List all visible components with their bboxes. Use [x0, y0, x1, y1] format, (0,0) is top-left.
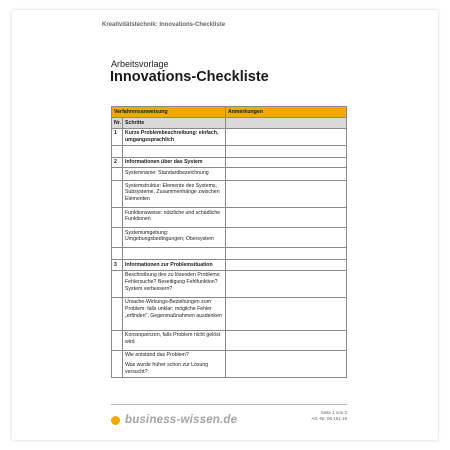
row-notes[interactable]: [226, 128, 347, 145]
row-notes[interactable]: [226, 260, 347, 271]
table-row: [112, 168, 347, 181]
row-number: [112, 297, 123, 330]
document-title: Innovations-Checkliste: [110, 69, 269, 85]
logo-dot-icon: [111, 416, 120, 425]
subheader-notes-empty: [226, 118, 347, 129]
row-step: Beschreibung des zu lösenden Problems: Fehlersuche? Beseitigung Fehlfunktion? System verbessern?: [123, 270, 226, 297]
row-notes[interactable]: [226, 248, 347, 260]
row-notes[interactable]: [226, 228, 347, 248]
header-notes: Anmerkungen: [226, 107, 347, 118]
row-step: [123, 248, 226, 260]
row-notes[interactable]: [226, 157, 347, 168]
table-row: [112, 297, 347, 330]
row-step: [123, 145, 226, 157]
subheader-steps: Schritte: [123, 118, 226, 129]
row-step: Kurze Problembeschreibung: einfach, umgangssprachlich: [123, 128, 226, 145]
article-number: Art.-Nr. 06.161.19: [311, 416, 347, 421]
row-number: [112, 145, 123, 157]
table-row: [112, 228, 347, 248]
row-notes[interactable]: [226, 145, 347, 157]
table-row: [112, 208, 347, 228]
header-procedure: Verfahrensanweisung: [112, 107, 226, 118]
brand-logo[interactable]: [111, 414, 237, 426]
row-number: [112, 350, 123, 377]
table-row: [112, 270, 347, 297]
checklist-table: [111, 106, 347, 378]
row-notes[interactable]: [226, 270, 347, 297]
row-step-line: Wie entstand das Problem?: [125, 352, 189, 359]
table-row: [112, 248, 347, 260]
page-info: [311, 410, 347, 422]
row-number: [112, 168, 123, 181]
row-number: [112, 228, 123, 248]
row-step-line: Was wurde früher schon zur Lösung versucht?: [125, 362, 209, 375]
row-number: [112, 208, 123, 228]
row-number: [112, 181, 123, 208]
row-step: Konsequenzen, falls Problem nicht gelöst wird: [123, 330, 226, 350]
page-number: Seite 1 von 3: [320, 410, 347, 415]
row-number: 3: [112, 260, 123, 271]
logo-text: business-wissen.de: [125, 414, 238, 426]
table-row: [112, 145, 347, 157]
table-head-row: [112, 107, 347, 118]
table-row: [112, 330, 347, 350]
table-row: [112, 128, 347, 145]
document-type: Arbeitsvorlage: [111, 59, 169, 69]
row-step: Informationen zur Problemsituation: [123, 260, 226, 271]
row-step: Systemumgebung: Umgebungsbedingungen; Obersystem: [123, 228, 226, 248]
row-number: [112, 248, 123, 260]
running-header: Kreativitätstechnik: Innovations-Checkliste: [102, 22, 226, 28]
table-subheader-row: [112, 118, 347, 129]
row-step: [123, 350, 226, 377]
table-row: [112, 260, 347, 271]
row-number: [112, 330, 123, 350]
row-step: Systemname: Standardbezeichnung: [123, 168, 226, 181]
row-step: Systemstruktur: Elemente des Systems, Subsysteme, Zusammenhänge zwischen Elementen: [123, 181, 226, 208]
row-notes[interactable]: [226, 350, 347, 377]
row-notes[interactable]: [226, 208, 347, 228]
table-row: [112, 157, 347, 168]
row-number: 1: [112, 128, 123, 145]
row-number: 2: [112, 157, 123, 168]
footer-divider: [111, 404, 347, 405]
subheader-nr: Nr.: [112, 118, 123, 129]
row-number: [112, 270, 123, 297]
row-notes[interactable]: [226, 168, 347, 181]
row-notes[interactable]: [226, 181, 347, 208]
row-step: Funktionsweise: nützliche und schädliche Funktionen: [123, 208, 226, 228]
row-notes[interactable]: [226, 330, 347, 350]
table-row: [112, 350, 347, 377]
row-step: Informationen über das System: [123, 157, 226, 168]
table-row: [112, 181, 347, 208]
row-notes[interactable]: [226, 297, 347, 330]
row-step: Ursache-Wirkungs-Beziehungen zum Problem: falls unklar: mögliche Fehler „erfinden", Gegenmaßnahmen ausdenken: [123, 297, 226, 330]
